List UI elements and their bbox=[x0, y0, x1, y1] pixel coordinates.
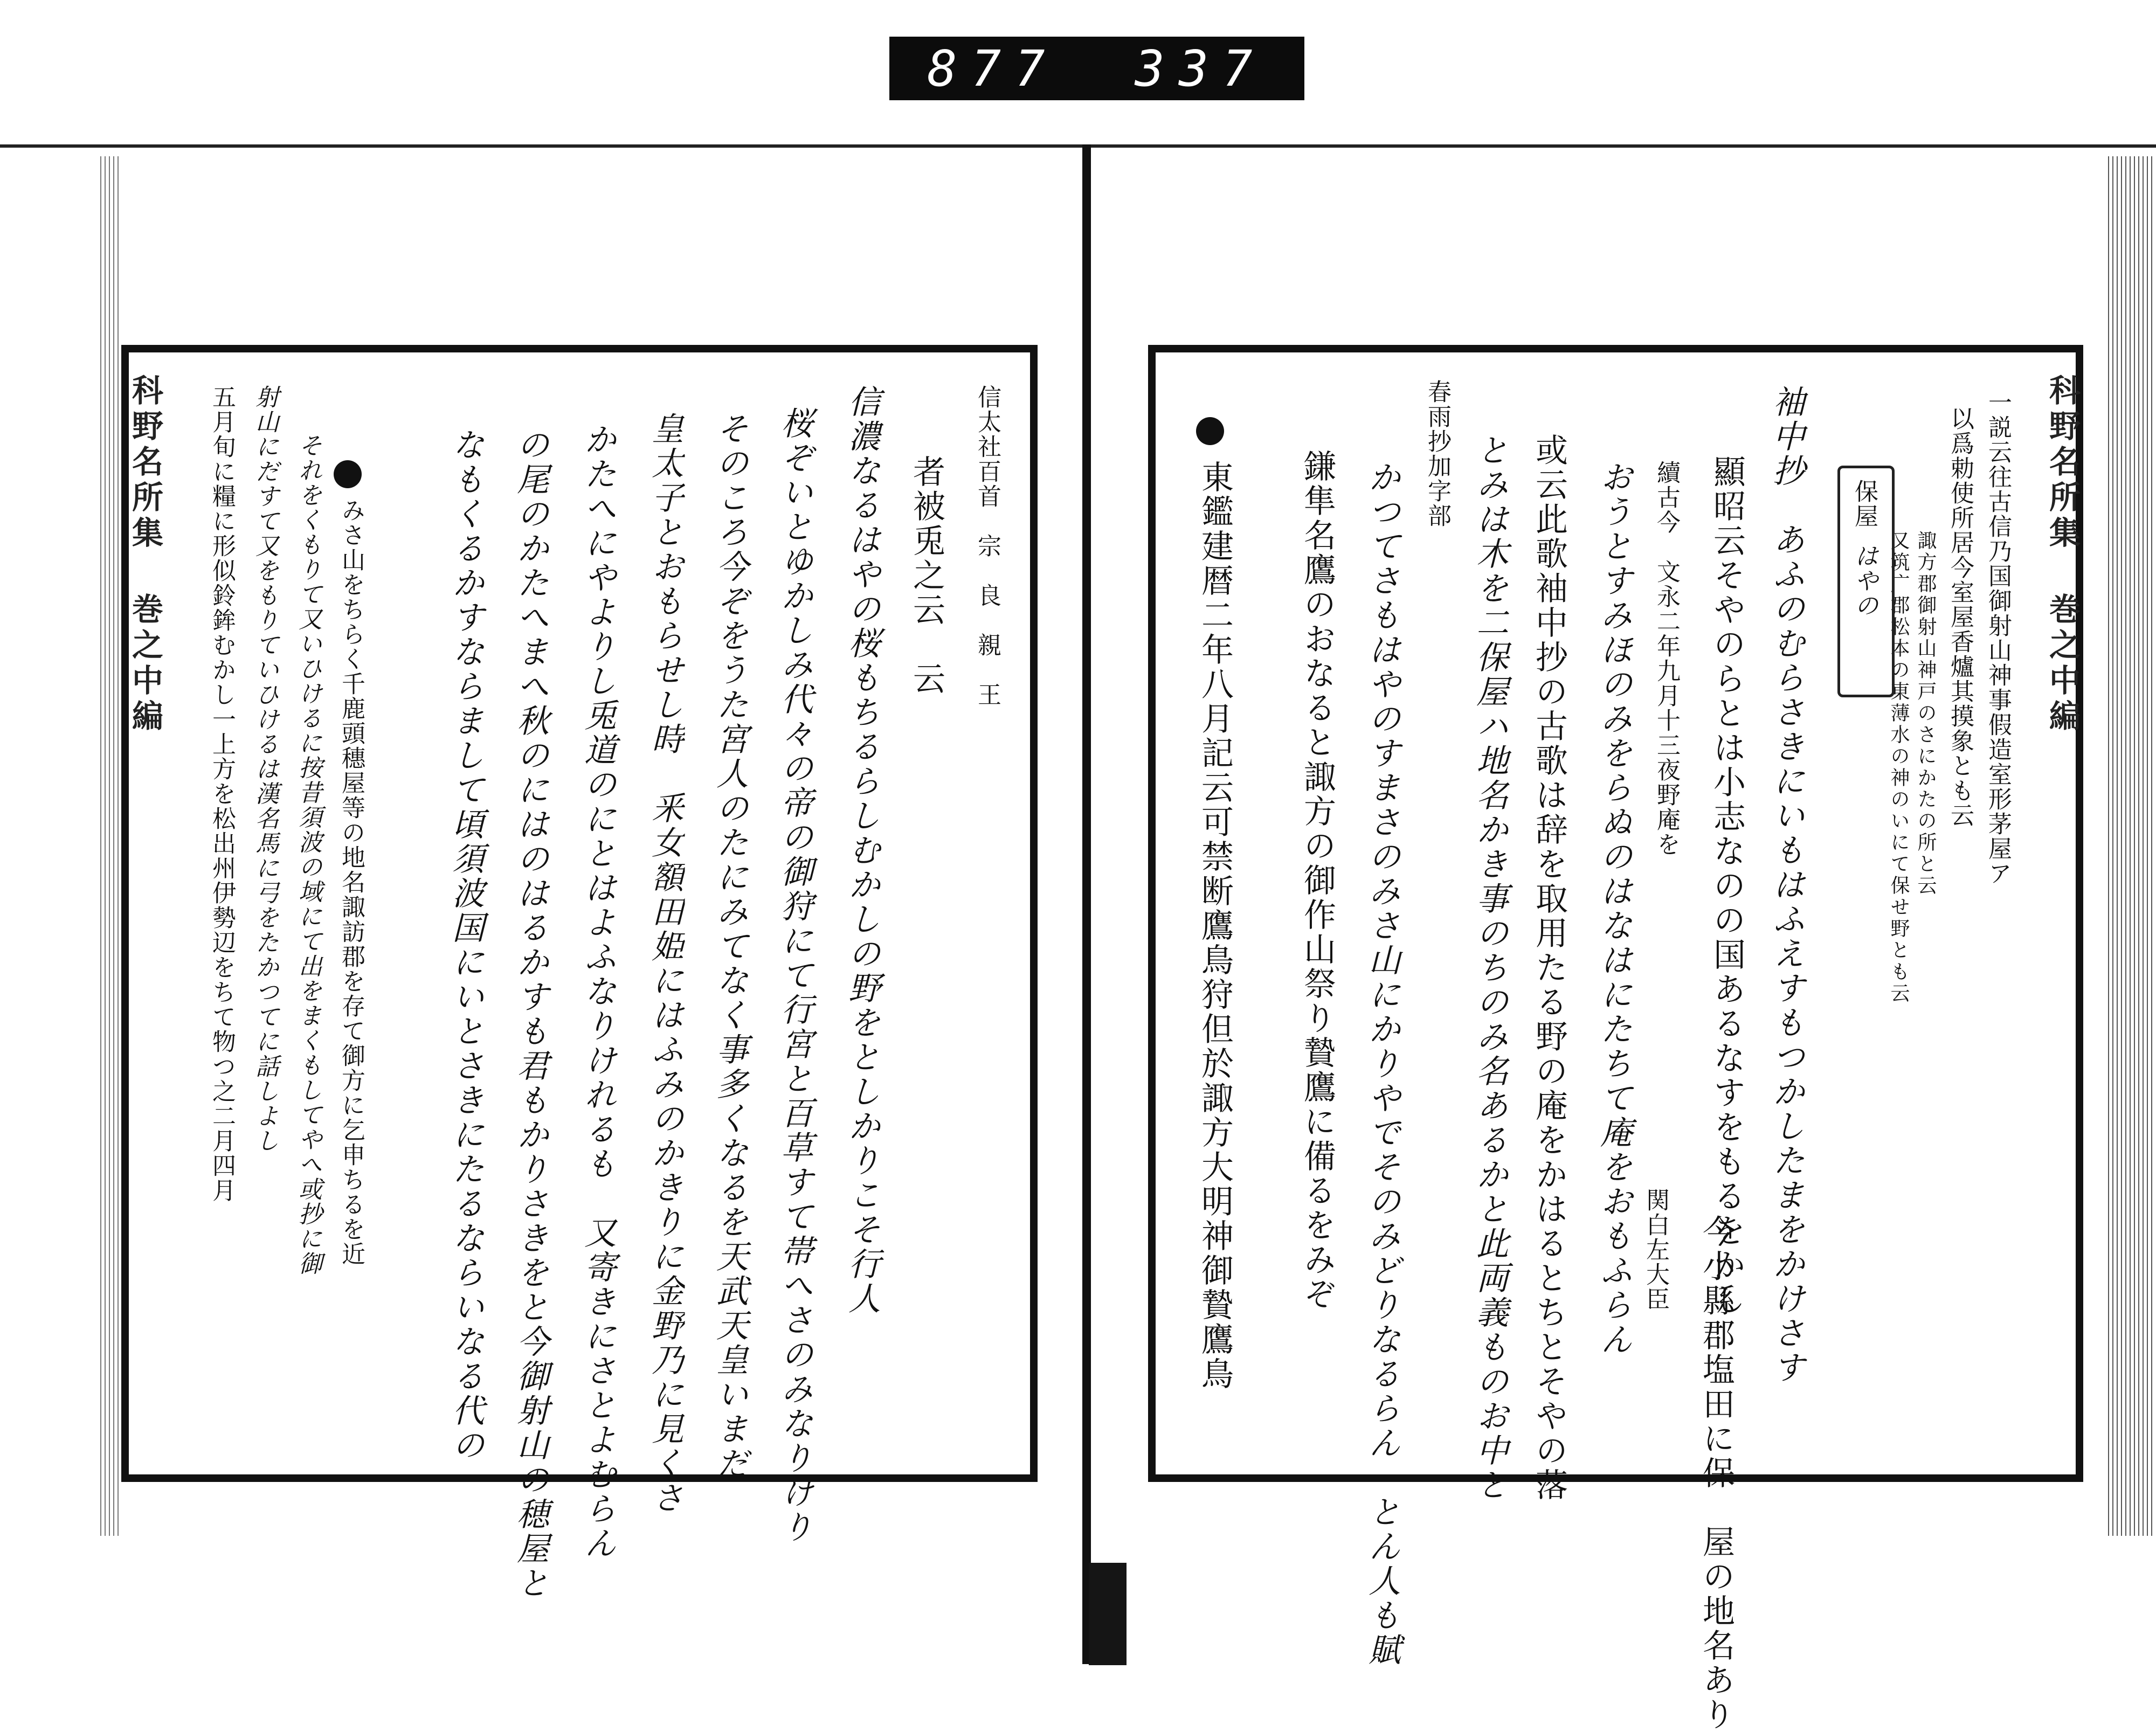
right-page bbox=[1148, 345, 2083, 1732]
right-col-13: 春雨抄加字部 bbox=[1423, 379, 1451, 528]
heading-box-title: 保屋 bbox=[1850, 479, 1878, 529]
right-col-14: かつてさもはやのすまさのみさ山にかりやでそのみどりなるらん とん人も賦 bbox=[1363, 460, 1401, 1667]
right-col-1: 一説云往古信乃国御射山神事假造室形茅屋ア bbox=[1984, 390, 2012, 886]
left-page-title: 科野名所集 巻之中編 bbox=[127, 374, 163, 735]
left-col-6: 皇太子とおもらせし時 釆女額田姫にはふみのかきりに金野乃に見くさ bbox=[646, 412, 684, 1515]
left-col-3: 信濃なるはやの桜もちるらしむかしの野をとしかりこそ行人 bbox=[843, 385, 881, 1316]
left-page bbox=[121, 345, 1038, 1601]
heading-box bbox=[1837, 466, 1895, 697]
right-col-2: 以爲勅使所居今室屋香爐其摸象とも云 bbox=[1946, 406, 1974, 828]
spine-bottom-shadow bbox=[1089, 1563, 1127, 1665]
book-edge-left bbox=[97, 156, 119, 1536]
left-col-4: 桜ぞいとゆかしみ代々の帝の御狩にて行宮と百草すて帯へさのみなりけり bbox=[776, 406, 813, 1544]
right-col-6: 今小縣郡塩田に保 屋の地名あり bbox=[1697, 1215, 1735, 1732]
left-col-7: かたへにやよりし兎道のにとはよふなりけれるも 又寄きにさとよむらん bbox=[579, 422, 617, 1561]
right-bullet-marker bbox=[1196, 417, 1234, 455]
left-col-2: 信太社百首 宗 良 親 王 bbox=[973, 385, 1001, 707]
stamp-number-right: 337 bbox=[1135, 39, 1267, 98]
book-spine bbox=[1082, 144, 1091, 1664]
stamp-number-left: 877 bbox=[927, 39, 1059, 98]
archive-stamp bbox=[889, 37, 1304, 100]
left-col-5: そのころ今ぞをうた宮人のたにみてなく事多くなるを天武天皇いまだ bbox=[711, 412, 749, 1481]
scan-top-edge bbox=[0, 144, 2156, 148]
left-col-9: なもくるかすならまして頃須波国にいとさきにたるならいなる代の bbox=[447, 428, 485, 1463]
bullet-dot-right bbox=[1196, 417, 1224, 445]
left-col-1: 者被兎之云 云 bbox=[908, 455, 945, 696]
right-page-title: 科野名所集 巻之中編 bbox=[2044, 374, 2081, 735]
right-col-5: 袖中抄 あふのむらさきにいもはふえすもつかしたまをかけさす bbox=[1767, 385, 1805, 1385]
left-col-8: の尾のかたへまへ秋のにはのはるかすも君もかりさきをと今御射山の穂屋と bbox=[512, 428, 549, 1601]
right-col-3: 諏方郡御射山神戸のさにかたの所と云 bbox=[1915, 530, 1937, 897]
right-col-7: 顯昭云そやのらとは小志なのの国あるなすをもるをかし bbox=[1708, 455, 1746, 1317]
left-col-10: みさ山をちらく千鹿頭穗屋等の地名諏訪郡を存て御方に乞申ちるを近 bbox=[337, 498, 365, 1266]
left-col-11: それをくもりて又いひけるに按昔須波の域にて出をまくもしてやへ或抄に御 bbox=[294, 433, 322, 1276]
left-col-13: 五月旬に糧に形似鈴鉾むかし一上方を松出州伊勢辺をちて物つ之二月四月 bbox=[208, 385, 236, 1203]
heading-box-subtitle: はやの bbox=[1850, 544, 1878, 618]
right-col-11: 或云此歌袖中抄の古歌は辞を取用たる野の庵をかはるとちとそやの落 bbox=[1530, 433, 1568, 1502]
right-col-9: 續古今 文永二年九月十三夜野庵を bbox=[1653, 460, 1680, 857]
bullet-dot bbox=[334, 460, 362, 488]
left-col-12: 射山にだすて又をもりていひけるは漢名馬に弓をたかつてに話しよし bbox=[251, 385, 279, 1153]
left-bullet-marker bbox=[334, 460, 371, 498]
right-col-8: 関白左大臣 bbox=[1642, 1188, 1669, 1312]
right-col-12: とみは木を二保屋ハ地名かき事のちのみ名あるかと此両義ものお中と bbox=[1471, 433, 1509, 1502]
right-col-10: おうとすみほのみをらぬのはなはにたちて庵をおもふらん bbox=[1595, 460, 1633, 1357]
book-edge-right bbox=[2105, 156, 2153, 1536]
right-col-16: 東鑑建暦二年八月記云可禁断鷹鳥狩但於諏方大明神御贄鷹鳥 bbox=[1196, 460, 1234, 1391]
right-col-15: 鎌隼名鷹のおなると諏方の御作山祭り贄鷹に備るをみぞ bbox=[1298, 449, 1336, 1312]
right-col-4: 又筑广郡松本の東薄水の神のいにて保せ野とも云 bbox=[1888, 530, 1910, 1004]
